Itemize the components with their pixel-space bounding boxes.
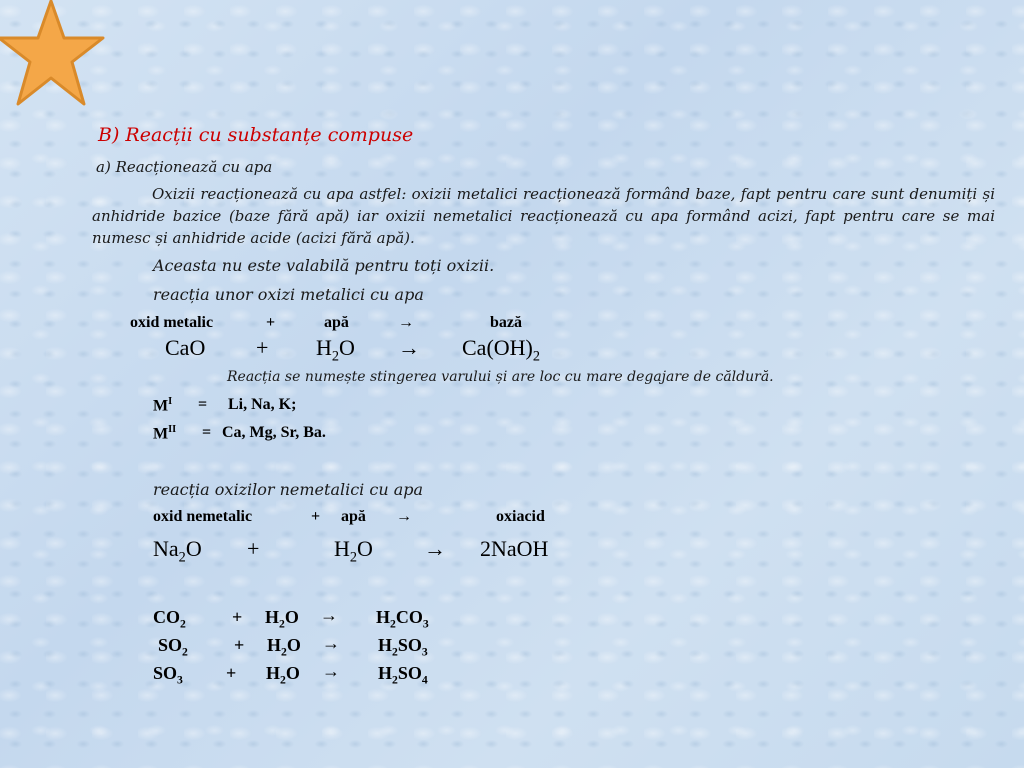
reaction-comment: Reacția se numește stingerea varului și are loc cu mare degajare de căldură. <box>227 369 774 385</box>
nonmetal-section-title: reacția oxizilor nemetalici cu apa <box>153 480 424 499</box>
section-heading: B) Reacții cu substanțe compuse <box>98 124 414 146</box>
metal-section-title: reacția unor oxizi metalici cu apa <box>153 285 424 304</box>
subheading: a) Reacționează cu apa <box>96 158 273 176</box>
intro-paragraph: Oxizii reacționează cu apa astfel: oxizii metalici reacționează formând baze, fapt pentru care sunt denumiți și anhidride bazice (baze fără apă) iar oxizii nemetalici reacționează cu apa formând acizi, fapt pentru care se mai numesc și anhidride acide (acizi fără apă). <box>92 185 995 247</box>
star-icon <box>0 0 136 108</box>
note: Aceasta nu este valabilă pentru toți oxizii. <box>153 256 495 275</box>
